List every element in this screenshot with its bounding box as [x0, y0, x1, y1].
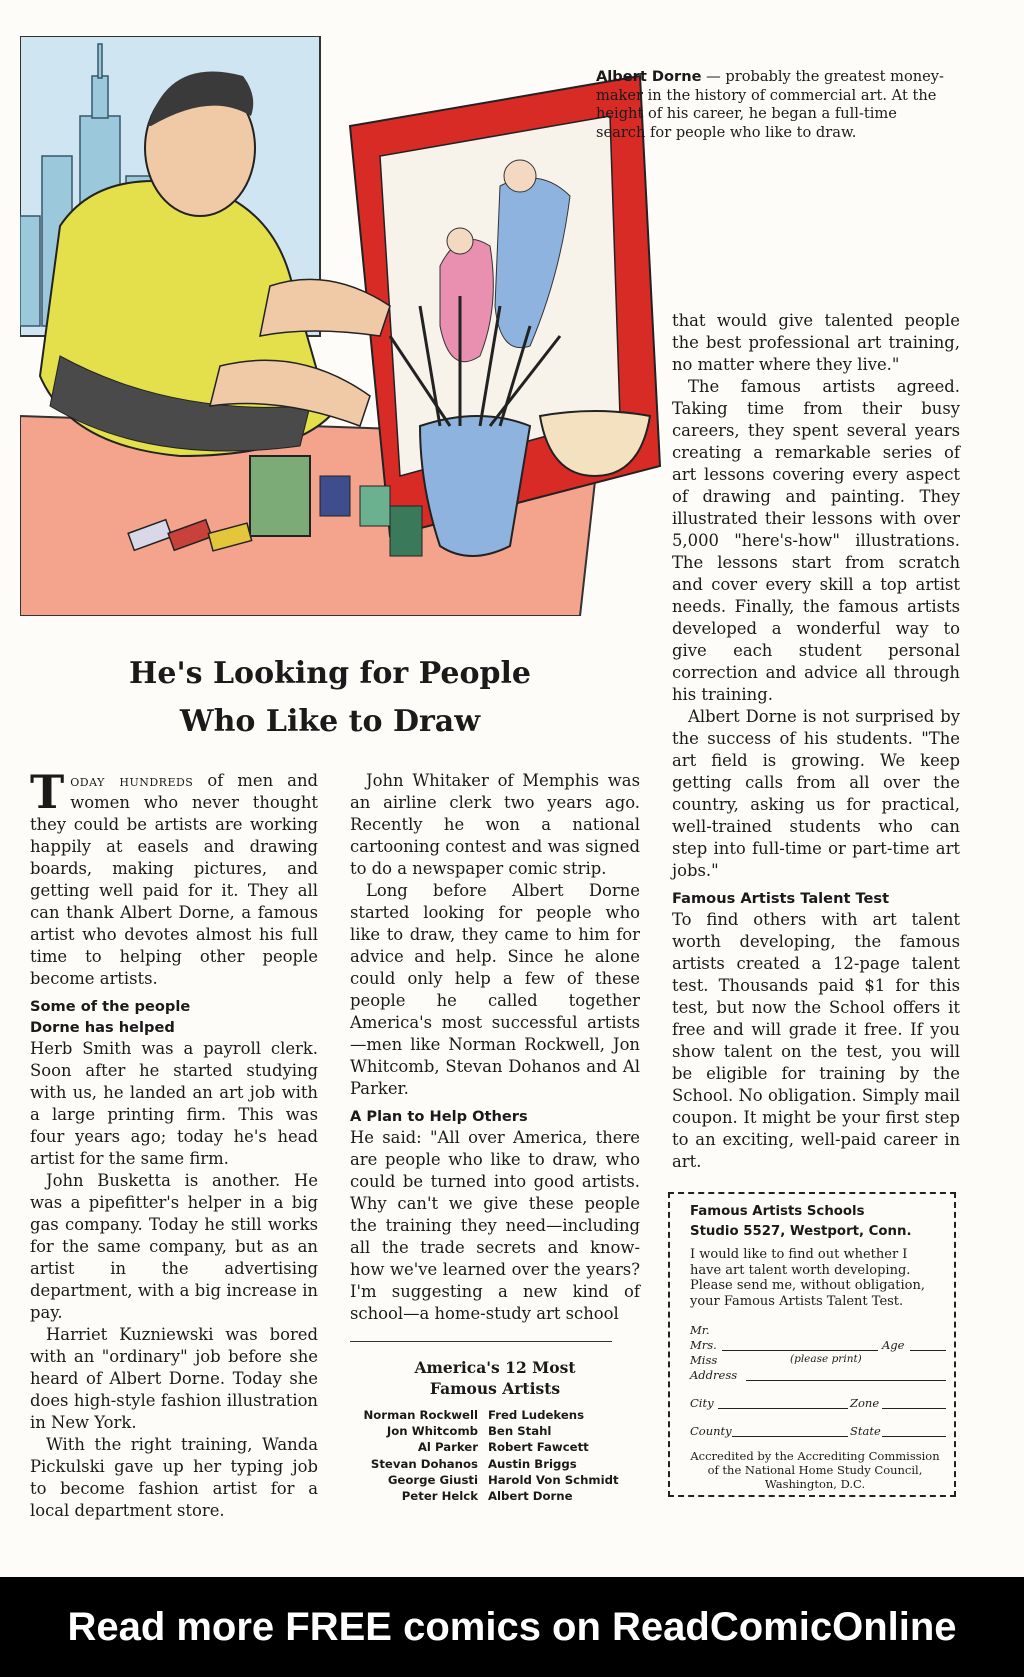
subhead-people-helped — [30, 996, 318, 1038]
artist-name: Al Parker — [417, 1440, 478, 1455]
illustration-caption — [596, 68, 946, 142]
paragraph: The famous artists agreed. Taking time from their busy careers, they spent several years creating a remarkable series of art lessons covering every aspect of drawing and painting. They illustrated their lessons with over 5,000 "here's-how" illustrations. The lessons start from scratch and cover every skill a top artist needs. Finally, the famous artists developed a wonderful way to give each student personal correction and advice all through his training. — [672, 377, 960, 704]
artist-name: Ben Stahl — [488, 1424, 552, 1439]
field-label-mr: Mr. — [690, 1323, 710, 1337]
headline-line-1: He's Looking for People — [129, 656, 531, 691]
artists-row — [346, 1423, 646, 1439]
paragraph: Harriet Kuzniewski was bored with an "ordinary" job before she heard of Albert Dorne. Today she does high-style fashion illustration in New York. — [30, 1325, 318, 1432]
field-label-zone: Zone — [850, 1396, 880, 1410]
accreditation-note: Accredited by the Accrediting Commission of the National Home Study Council, Washington, D.C. — [690, 1449, 940, 1491]
paragraph: John Whitaker of Memphis was an airline clerk two years ago. Recently he won a national cartooning contest and was signed to do a newspaper comic strip. — [350, 771, 640, 878]
headline-line-2: Who Like to Draw — [179, 704, 481, 739]
name-line[interactable] — [722, 1350, 878, 1351]
paragraph: John Busketta is another. He was a pipefitter's helper in a big gas company. Today he still works for the same company, but as an artist in the advertising department, with a big increase in pay. — [30, 1171, 318, 1322]
artists-row — [346, 1488, 646, 1504]
field-county[interactable] — [690, 1424, 940, 1439]
subhead-line-2: Dorne has helped — [30, 1019, 175, 1036]
coupon-fields — [690, 1323, 940, 1439]
artist-name: Norman Rockwell — [363, 1408, 478, 1422]
artists-list — [346, 1407, 646, 1504]
paragraph: With the right training, Wanda Pickulski gave up her typing job to become fashion artist for a local department store. — [30, 1435, 318, 1520]
albert-dorne-illustration — [20, 36, 680, 616]
field-label-city: City — [690, 1396, 714, 1410]
artists-title-line-2: Famous Artists — [429, 1379, 561, 1398]
subhead-talent-test: Famous Artists Talent Test — [672, 890, 890, 907]
artists-title — [350, 1357, 640, 1399]
artists-title-line-1: America's 12 Most — [414, 1358, 576, 1377]
zone-line[interactable] — [882, 1408, 946, 1409]
field-label-mrs: Mrs. — [690, 1338, 717, 1352]
field-label-age: Age — [882, 1338, 905, 1352]
drop-cap: T — [30, 765, 65, 819]
divider — [350, 1341, 612, 1342]
column-2 — [350, 770, 640, 1325]
intro-paragraph — [30, 765, 318, 990]
field-miss — [690, 1353, 940, 1368]
readcomiconline-banner[interactable]: Read more FREE comics on ReadComicOnline — [0, 1577, 1024, 1677]
paragraph: He said: "All over America, there are people who like to draw, who could be turned into good artists. Why can't we give these people the training they need—including all the trade secrets and know-how we've learned over the years? I'm suggesting a new kind of school—a home-study art school — [350, 1128, 640, 1323]
artists-row — [346, 1407, 646, 1423]
field-label-address: Address — [690, 1368, 738, 1382]
artist-name: Stevan Dohanos — [370, 1456, 478, 1471]
caption-text: — probably the greatest money-maker in the history of commercial art. At the height of his career, he began a full-time search for people who like to draw. — [596, 68, 944, 141]
mail-coupon[interactable] — [668, 1192, 956, 1497]
paragraph: To find others with art talent worth developing, the famous artists created a 12-page talent test. Thousands paid $1 for this test, but now the School offers it free and will grade it free. If you show talent on the test, you will be eligible for training by the School. No obligation. Simply mail coupon. It might be your first step to an exciting, well-paid career in art. — [672, 910, 960, 1171]
coupon-address: Studio 5527, Westport, Conn. — [690, 1224, 912, 1239]
artists-row — [346, 1456, 646, 1472]
artist-name: Albert Dorne — [488, 1489, 573, 1504]
field-city[interactable] — [690, 1396, 940, 1411]
lead-smallcaps: oday hundreds — [70, 771, 194, 790]
paragraph: Herb Smith was a payroll clerk. Soon after he started studying with us, he landed an art job with a large printing firm. This was four years ago; today he's head artist for the same firm. — [30, 1039, 318, 1168]
artist-name: George Giusti — [387, 1472, 478, 1487]
coupon-request-text: I would like to find out whether I have art talent worth developing. Please send me, without obligation, your Famous Artists Talent Test. — [690, 1247, 926, 1309]
field-title — [690, 1323, 940, 1338]
subhead-plan: A Plan to Help Others — [350, 1108, 528, 1125]
field-label-state: State — [850, 1424, 881, 1438]
city-line[interactable] — [718, 1408, 848, 1409]
coupon-school-name: Famous Artists Schools — [690, 1204, 865, 1219]
column-1 — [30, 765, 318, 1522]
caption-name: Albert Dorne — [596, 68, 702, 85]
artist-name: Robert Fawcett — [488, 1440, 589, 1455]
intro-text: of men and women who never thought they could be artists are working happily at easels and drawing boards, making pictures, and getting well paid for it. They all can thank Albert Dorne, a famous artist who devotes almost his full time to helping other people become artists. — [30, 771, 318, 988]
artists-row — [346, 1472, 646, 1488]
field-address[interactable] — [690, 1368, 940, 1383]
address-line[interactable] — [746, 1380, 946, 1381]
headline — [30, 650, 630, 746]
artist-name: Peter Helck — [401, 1489, 478, 1504]
subhead-line-1: Some of the people — [30, 998, 191, 1015]
artist-name: Austin Briggs — [488, 1456, 577, 1471]
artists-row — [346, 1439, 646, 1455]
paragraph: Albert Dorne is not surprised by the success of his students. "The art field is growing. We keep getting calls from all over the country, asking us for practical, well-trained students who can step into full-time or part-time art jobs." — [672, 707, 960, 880]
field-name[interactable] — [690, 1338, 940, 1353]
artist-name: Fred Ludekens — [488, 1408, 585, 1422]
paragraph: that would give talented people the best professional art training, no matter where they live." — [672, 311, 960, 374]
paragraph: Long before Albert Dorne started looking for people who like to draw, they came to him for advice and help. Since he alone could only help a few of these people he called together America's most successful artists—men like Norman Rockwell, Jon Whitcomb, Stevan Dohanos and Al Parker. — [350, 881, 640, 1098]
artist-name: Jon Whitcomb — [386, 1424, 478, 1439]
county-line[interactable] — [732, 1436, 848, 1437]
field-label-county: County — [690, 1424, 732, 1438]
please-print-note: (please print) — [790, 1353, 862, 1365]
field-label-miss: Miss — [690, 1353, 718, 1367]
artist-name: Harold Von Schmidt — [488, 1472, 619, 1487]
column-3 — [672, 310, 960, 1173]
age-line[interactable] — [910, 1350, 946, 1351]
state-line[interactable] — [882, 1436, 946, 1437]
